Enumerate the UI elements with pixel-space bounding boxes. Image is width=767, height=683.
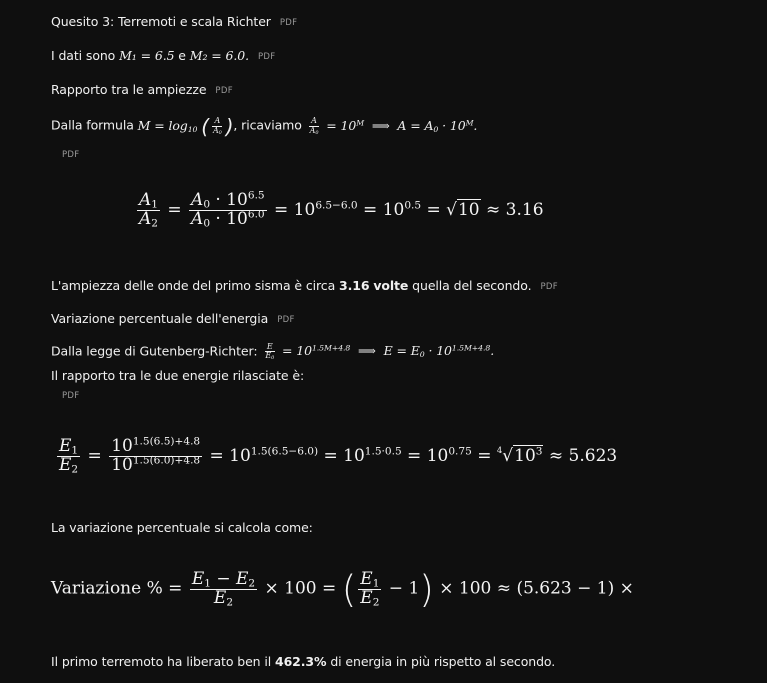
pdf-source-link[interactable]: PDF	[540, 281, 558, 292]
amplitude-ratio-equation: $\frac{A_1}{A_2}$ = $\frac{A_0 \cdot 10^{6.5}}{A_0 \cdot 10^{6.0}}$ = $10^{6.5-6.0} = 10^{0.5} = √10 \approx 3.16$	[139, 189, 544, 230]
final-prefix: Il primo terremoto ha liberato ben il	[51, 654, 275, 669]
gutenberg-law-row	[51, 343, 494, 361]
formula-prefix: Dalla formula	[51, 117, 138, 133]
given-data-conj: e	[174, 48, 190, 63]
question-title: Quesito 3: Terremoti e scala Richter	[51, 14, 271, 29]
formula-mid: , ricaviamo	[233, 117, 306, 133]
percent-variation-equation: Variazione % = $\frac{E_1 - E_2}{E_2}$ × 100 = ( $\frac{E_1}{E_2}$ − 1) × 100 ≈ (5.623 − 1) ×	[51, 567, 634, 611]
amplitude-factor: 3.16	[339, 278, 370, 293]
richter-formula: $M = \log_{10}$ ( $\frac{A}{A_0}$ )	[137, 114, 234, 138]
amplitude-heading: Rapporto tra le ampiezze	[51, 82, 207, 97]
given-data-text: I dati sono	[51, 48, 120, 63]
energy-heading: Variazione percentuale dell'energia	[51, 311, 269, 326]
pdf-source-link[interactable]: PDF	[277, 314, 295, 325]
percent-intro: La variazione percentuale si calcola come:	[51, 520, 313, 535]
pdf-source-link[interactable]: PDF	[215, 85, 233, 96]
final-suffix: di energia in più rispetto al secondo.	[326, 654, 556, 669]
derived-formula: $\frac{A}{A_0}$ = $10^M$ ⟹ $A = A_0 \cdot 10^M$.	[309, 116, 478, 136]
pdf-source-link[interactable]: PDF	[62, 391, 80, 401]
amplitude-conclusion	[51, 278, 558, 293]
percent-label: Variazione %	[51, 578, 163, 599]
pdf-source-link[interactable]: PDF	[257, 51, 276, 62]
final-conclusion	[51, 654, 555, 669]
energy-ratio-equation: $\frac{E_1}{E_2}$ = $\frac{10^{1.5(6.5)+4.8}}{10^{1.5(6.0)+4.8}}$ = $10^{1.5(6.5-6.0)} = 10^{1.5\cdot 0.5} = 10^{0.75} = ^4√10^3 \approx 5.623$	[59, 435, 618, 476]
m2-value: M₂ = 6.0.	[189, 48, 249, 63]
energy-heading-row	[51, 311, 295, 326]
amplitude-conclusion-suffix: quella del secondo.	[408, 278, 532, 293]
gutenberg-formula: $\frac{E}{E_0}$ = $10^{1.5M+4.8}$ ⟹ $E = E_0 \cdot 10^{1.5M+4.8}$.	[265, 342, 495, 362]
amplitude-result: 3.16	[505, 199, 544, 220]
energy-result: 5.623	[568, 445, 618, 466]
m1-value: M₁ = 6.5	[119, 48, 175, 63]
law-prefix: Dalla legge di Gutenberg-Richter:	[51, 343, 262, 359]
percent-value: (5.623 − 1) ×	[516, 578, 634, 599]
pdf-source-link[interactable]: PDF	[62, 150, 80, 160]
question-title-row	[51, 14, 297, 29]
given-data-row	[51, 48, 275, 63]
amplitude-conclusion-text: L'ampiezza delle onde del primo sisma è circa	[51, 278, 339, 293]
final-percent: 462.3%	[274, 654, 327, 669]
amplitude-factor-unit: volte	[373, 278, 409, 293]
energy-ratio-intro: Il rapporto tra le due energie rilasciate è:	[51, 368, 305, 383]
pdf-source-link[interactable]: PDF	[279, 17, 298, 28]
richter-formula-row	[51, 114, 477, 138]
amplitude-heading-row	[51, 82, 233, 97]
